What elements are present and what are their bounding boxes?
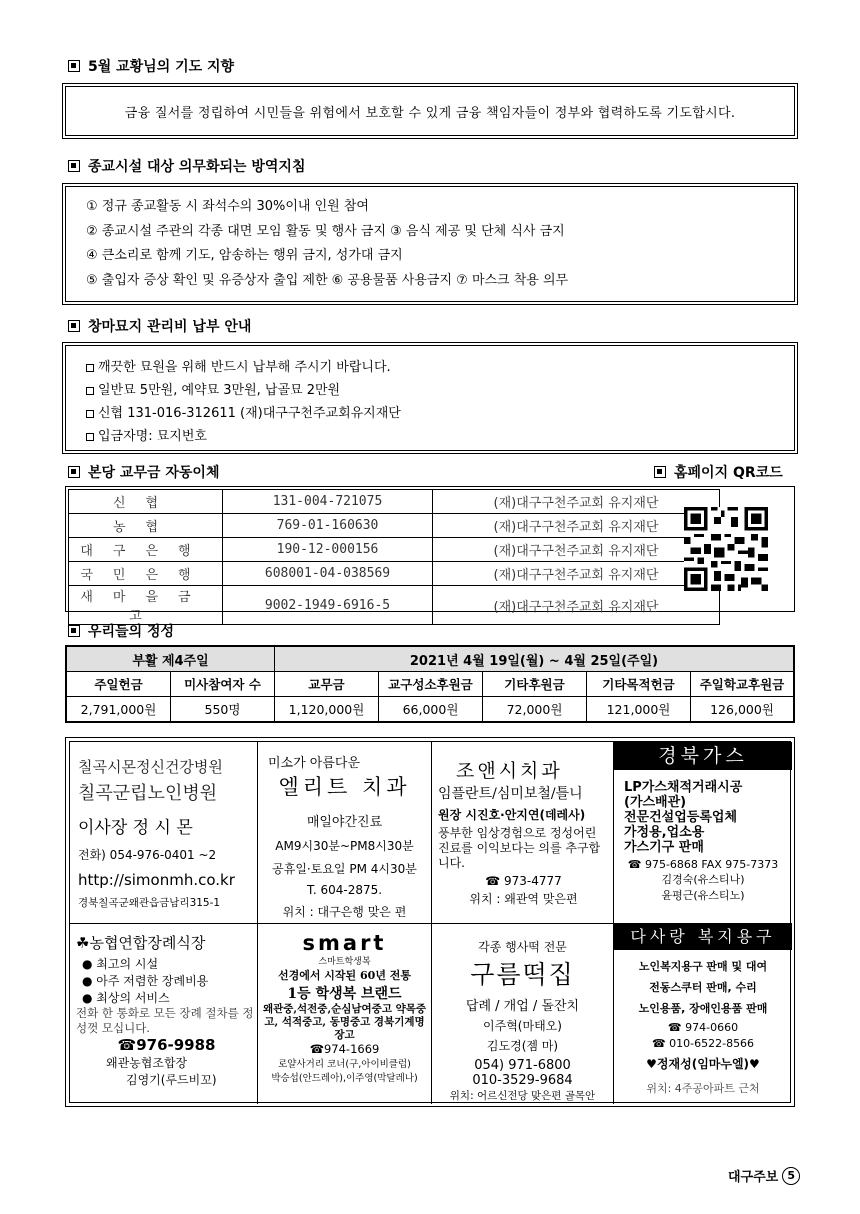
- column-header: 주일학교후원금: [691, 672, 794, 697]
- rule-line: ④ 큰소리로 함께 기도, 암송하는 행위 금지, 성가대 금지: [86, 248, 403, 263]
- bank-owner: (재)대구구천주교회 유지재단: [433, 490, 720, 514]
- table-row: [69, 562, 720, 586]
- ad-text: ● 최고의 시설: [82, 957, 159, 971]
- cemetery-line: [86, 356, 794, 379]
- table-row: [69, 586, 720, 625]
- cemetery-text: 일반묘 5만원, 예약묘 3만원, 납골묘 2만원: [98, 383, 341, 398]
- column-header: 주일헌금: [67, 672, 171, 697]
- ad-text: ● 최상의 서비스: [82, 991, 170, 1005]
- ad-text: 조앤시치과: [456, 760, 563, 782]
- ad-text: 김도경(젬 마): [486, 1039, 559, 1053]
- ad-text: ☎976-9988: [117, 1036, 216, 1054]
- ad-text: 스마트학생복: [318, 957, 371, 967]
- qr-code-icon[interactable]: [684, 507, 768, 591]
- rule-line: ② 종교시설 주관의 각종 대면 모임 활동 및 행사 금지 ③ 음식 제공 및 단체 식사 금지: [86, 223, 565, 239]
- ad-text: 위치 : 대구은행 맞은 편: [282, 905, 407, 919]
- bank-name: 대구은행: [69, 538, 223, 562]
- bank-account: 131-004-721075: [223, 490, 433, 514]
- square-bullet-icon: [68, 160, 80, 172]
- cemetery-box: [65, 345, 795, 451]
- qr-heading: [654, 462, 783, 482]
- ad-text: LP가스채적거래시공: [624, 780, 743, 795]
- ad-text: AM9시30분~PM8시30분: [275, 839, 414, 853]
- table-cell: 2,791,000원: [67, 697, 171, 722]
- bank-name: 국민은행: [69, 562, 223, 586]
- ad-text: 임플란트/심미보철/틀니: [438, 786, 583, 802]
- ad-text: 054) 971-6800: [474, 1058, 571, 1073]
- ad-text: 선경에서 시작된 60년 전통: [277, 969, 412, 982]
- ad-text: 매일야간진료: [306, 815, 383, 830]
- checkbox-icon: [86, 433, 94, 441]
- bank-owner: (재)대구구천주교회 유지재단: [433, 538, 720, 562]
- ad-text: 노인복지용구 판매 및 대여: [638, 960, 768, 973]
- ad-text: T. 604-2875.: [306, 883, 383, 897]
- ad-hospital: [70, 742, 258, 924]
- bank-owner: (재)대구구천주교회 유지재단: [433, 514, 720, 538]
- column-header: 교무금: [275, 672, 379, 697]
- square-bullet-icon: [68, 320, 80, 332]
- rules-heading: [68, 156, 305, 176]
- ad-text: 가스기구 판매: [624, 840, 704, 855]
- table-cell: 1,120,000원: [275, 697, 379, 722]
- ads-grid: [69, 741, 791, 1103]
- cemetery-text: 깨끗한 묘원을 위해 반드시 납부해 주시기 바랍니다.: [98, 360, 391, 375]
- bank-title: 본당 교무금 자동이체: [88, 465, 220, 481]
- bank-table: [68, 489, 720, 625]
- bank-account: 190-12-000156: [223, 538, 433, 562]
- page-footer: [728, 1166, 800, 1185]
- table-row: [69, 490, 720, 514]
- ad-text: 미소가 아름다운: [268, 756, 361, 771]
- ad-text: 경북칠곡군왜관읍금남리315-1: [78, 897, 221, 909]
- ad-text: 전화 한 통화로 모든 장례 절차를 정성껏 모십니다.: [76, 1006, 254, 1035]
- table-row: [67, 647, 794, 672]
- ad-text: 원장 시진호·안지연(데레사): [438, 808, 586, 822]
- ad-welfare-title: 다사랑 복지용구: [614, 924, 792, 950]
- ad-text: ☎ 973-4777: [485, 874, 562, 888]
- clover-icon: ☘: [76, 934, 90, 952]
- ad-text: 로얄사거리 코너(구,아이비클럽): [278, 1059, 411, 1070]
- column-header: 미사참여자 수: [171, 672, 275, 697]
- ad-gas-title: 경북가스: [614, 742, 792, 770]
- ad-text: 공휴일·토요일 PM 4시30분: [272, 862, 417, 876]
- ad-joan-dental: [432, 742, 614, 924]
- bank-owner: (재)대구구천주교회 유지재단: [433, 586, 720, 625]
- bank-account: 769-01-160630: [223, 514, 433, 538]
- ad-rice-cake: [432, 924, 614, 1104]
- offering-title: 우리들의 정성: [88, 624, 175, 640]
- ad-text: 이주혁(마태오): [483, 1019, 562, 1033]
- ads-box: [65, 737, 795, 1107]
- rule-line: ⑤ 출입자 증상 확인 및 유증상자 출입 제한 ⑥ 공용물품 사용금지 ⑦ 마스크 착용 의무: [86, 272, 569, 288]
- ad-text: ● 아주 저렴한 장례비용: [82, 974, 209, 988]
- bank-name: 신협: [69, 490, 223, 514]
- bank-box: [65, 486, 795, 624]
- ad-text: ♥정재성(임마누엘)♥: [646, 1057, 760, 1071]
- ad-dental: [258, 742, 432, 924]
- prayer-title: 5월 교황님의 기도 지향: [88, 59, 235, 75]
- checkbox-icon: [86, 410, 94, 418]
- ad-text: 김경숙(유스티나): [661, 873, 745, 886]
- offering-table: [66, 646, 794, 722]
- bank-heading: [68, 462, 219, 482]
- column-header: 교구성소후원금: [379, 672, 483, 697]
- ad-text: http://simonmh.co.kr: [78, 871, 235, 889]
- table-cell: 550명: [171, 697, 275, 722]
- table-cell: 121,000원: [587, 697, 691, 722]
- ad-text: 010-3529-9684: [472, 1073, 573, 1088]
- ad-text: 전문건설업등록업체: [624, 810, 738, 825]
- bank-name: 농협: [69, 514, 223, 538]
- ad-text: 위치: 4주공아파트 근처: [646, 1082, 760, 1095]
- ad-text: ☎974-1669: [309, 1042, 380, 1056]
- ad-text: 왜관중,석전중,순심남여중고 약목중고, 석적중고, 동명중고 경북기계명장고: [262, 1003, 427, 1041]
- ad-text: (가스배관): [624, 795, 687, 810]
- bank-name: 새마을금고: [69, 586, 223, 625]
- ad-text: 박승섭(안드레아),이주영(막달레나): [271, 1073, 418, 1084]
- bank-owner: (재)대구구천주교회 유지재단: [433, 562, 720, 586]
- ad-text: 위치: 어르신전당 맞은편 골목안: [449, 1090, 596, 1102]
- square-bullet-icon: [654, 466, 666, 478]
- table-row: [69, 514, 720, 538]
- checkbox-icon: [86, 364, 94, 372]
- ad-text: 칠곡시몬정신건강병원: [78, 758, 223, 776]
- checkbox-icon: [86, 387, 94, 395]
- smart-logo: smart: [302, 931, 387, 955]
- table-row: [67, 697, 794, 722]
- column-header: 기타후원금: [483, 672, 587, 697]
- square-bullet-icon: [68, 625, 80, 637]
- rules-box: [65, 186, 795, 302]
- offering-heading: [68, 621, 174, 641]
- ad-text: ☎ 974-0660: [667, 1021, 739, 1034]
- cemetery-line: [86, 402, 794, 425]
- ad-text: 엘리트 치과: [278, 775, 411, 799]
- ad-text: ☎ 975-6868 FAX 975-7373: [627, 858, 779, 871]
- square-bullet-icon: [68, 466, 80, 478]
- rules-title: 종교시설 대상 의무화되는 방역지침: [88, 159, 306, 175]
- prayer-heading: [68, 56, 234, 76]
- square-bullet-icon: [68, 60, 80, 72]
- cemetery-text: 입금자명: 묘지번호: [98, 429, 207, 444]
- ad-funeral: [70, 924, 258, 1104]
- prayer-box: [65, 86, 795, 136]
- bank-account: 9002-1949-6916-5: [223, 586, 433, 625]
- prayer-text: 금융 질서를 정립하여 시민들을 위험에서 보호할 수 있게 금융 책임자들이 정부와 협력하도록 기도합시다.: [124, 105, 736, 121]
- table-cell: 126,000원: [691, 697, 794, 722]
- ad-text: 각종 행사떡 전문: [478, 940, 567, 954]
- ad-welfare: [614, 924, 792, 1104]
- table-cell: 72,000원: [483, 697, 587, 722]
- ad-text: 답례 / 개업 / 돌잔치: [465, 999, 580, 1014]
- ad-text: 이사장 정 시 몬: [78, 818, 193, 838]
- bank-account: 608001-04-038569: [223, 562, 433, 586]
- ad-text: 전화) 054-976-0401 ~2: [78, 848, 217, 862]
- ad-text: 위치 : 왜관역 맞은편: [469, 892, 578, 906]
- ad-text: 윤평근(유스티노): [661, 889, 745, 902]
- table-row: [69, 538, 720, 562]
- table-cell: 66,000원: [379, 697, 483, 722]
- page-number: 5: [782, 1167, 800, 1185]
- column-header: 기타목적헌금: [587, 672, 691, 697]
- cemetery-title: 창마묘지 관리비 납부 안내: [88, 319, 252, 335]
- cemetery-line: [86, 425, 794, 448]
- period-label: 2021년 4월 19일(월) ~ 4월 25일(주일): [275, 647, 794, 672]
- qr-title: 홈페이지 QR코드: [674, 465, 783, 481]
- table-row: [67, 672, 794, 697]
- ad-gas: [614, 742, 792, 924]
- ad-text: 전동스쿠터 판매, 수리: [649, 981, 757, 994]
- ad-text: ☘농협연합장례식장: [76, 934, 206, 952]
- cemetery-text: 신협 131-016-312611 (재)대구구천주교회유지재단: [98, 406, 401, 421]
- ad-text: 1등 학생복 브랜드: [287, 986, 402, 1002]
- ad-text: 칠곡군립노인병원: [78, 783, 218, 804]
- ad-text: 가정용,업소용: [624, 825, 705, 840]
- offering-table-box: [65, 645, 795, 723]
- ad-smart-uniform: [258, 924, 432, 1104]
- ad-text: 왜관농협조합장: [106, 1056, 188, 1070]
- ad-text: 구름떡집: [470, 960, 575, 989]
- rule-line: ① 정규 종교활동 시 좌석수의 30%이내 인원 참여: [86, 199, 369, 214]
- ad-text: 노인용품, 장애인용품 판매: [638, 1002, 768, 1015]
- week-label: 부활 제4주일: [67, 647, 275, 672]
- footer-label: 대구주보: [728, 1170, 779, 1185]
- cemetery-heading: [68, 316, 251, 336]
- ad-text: 풍부한 임상경험으로 정성어린 진료를 이익보다는 의를 추구합니다.: [438, 826, 601, 870]
- ad-text: ☎ 010-6522-8566: [651, 1037, 755, 1050]
- ad-text: 김영기(루드비꼬): [126, 1073, 217, 1087]
- cemetery-line: [86, 379, 794, 402]
